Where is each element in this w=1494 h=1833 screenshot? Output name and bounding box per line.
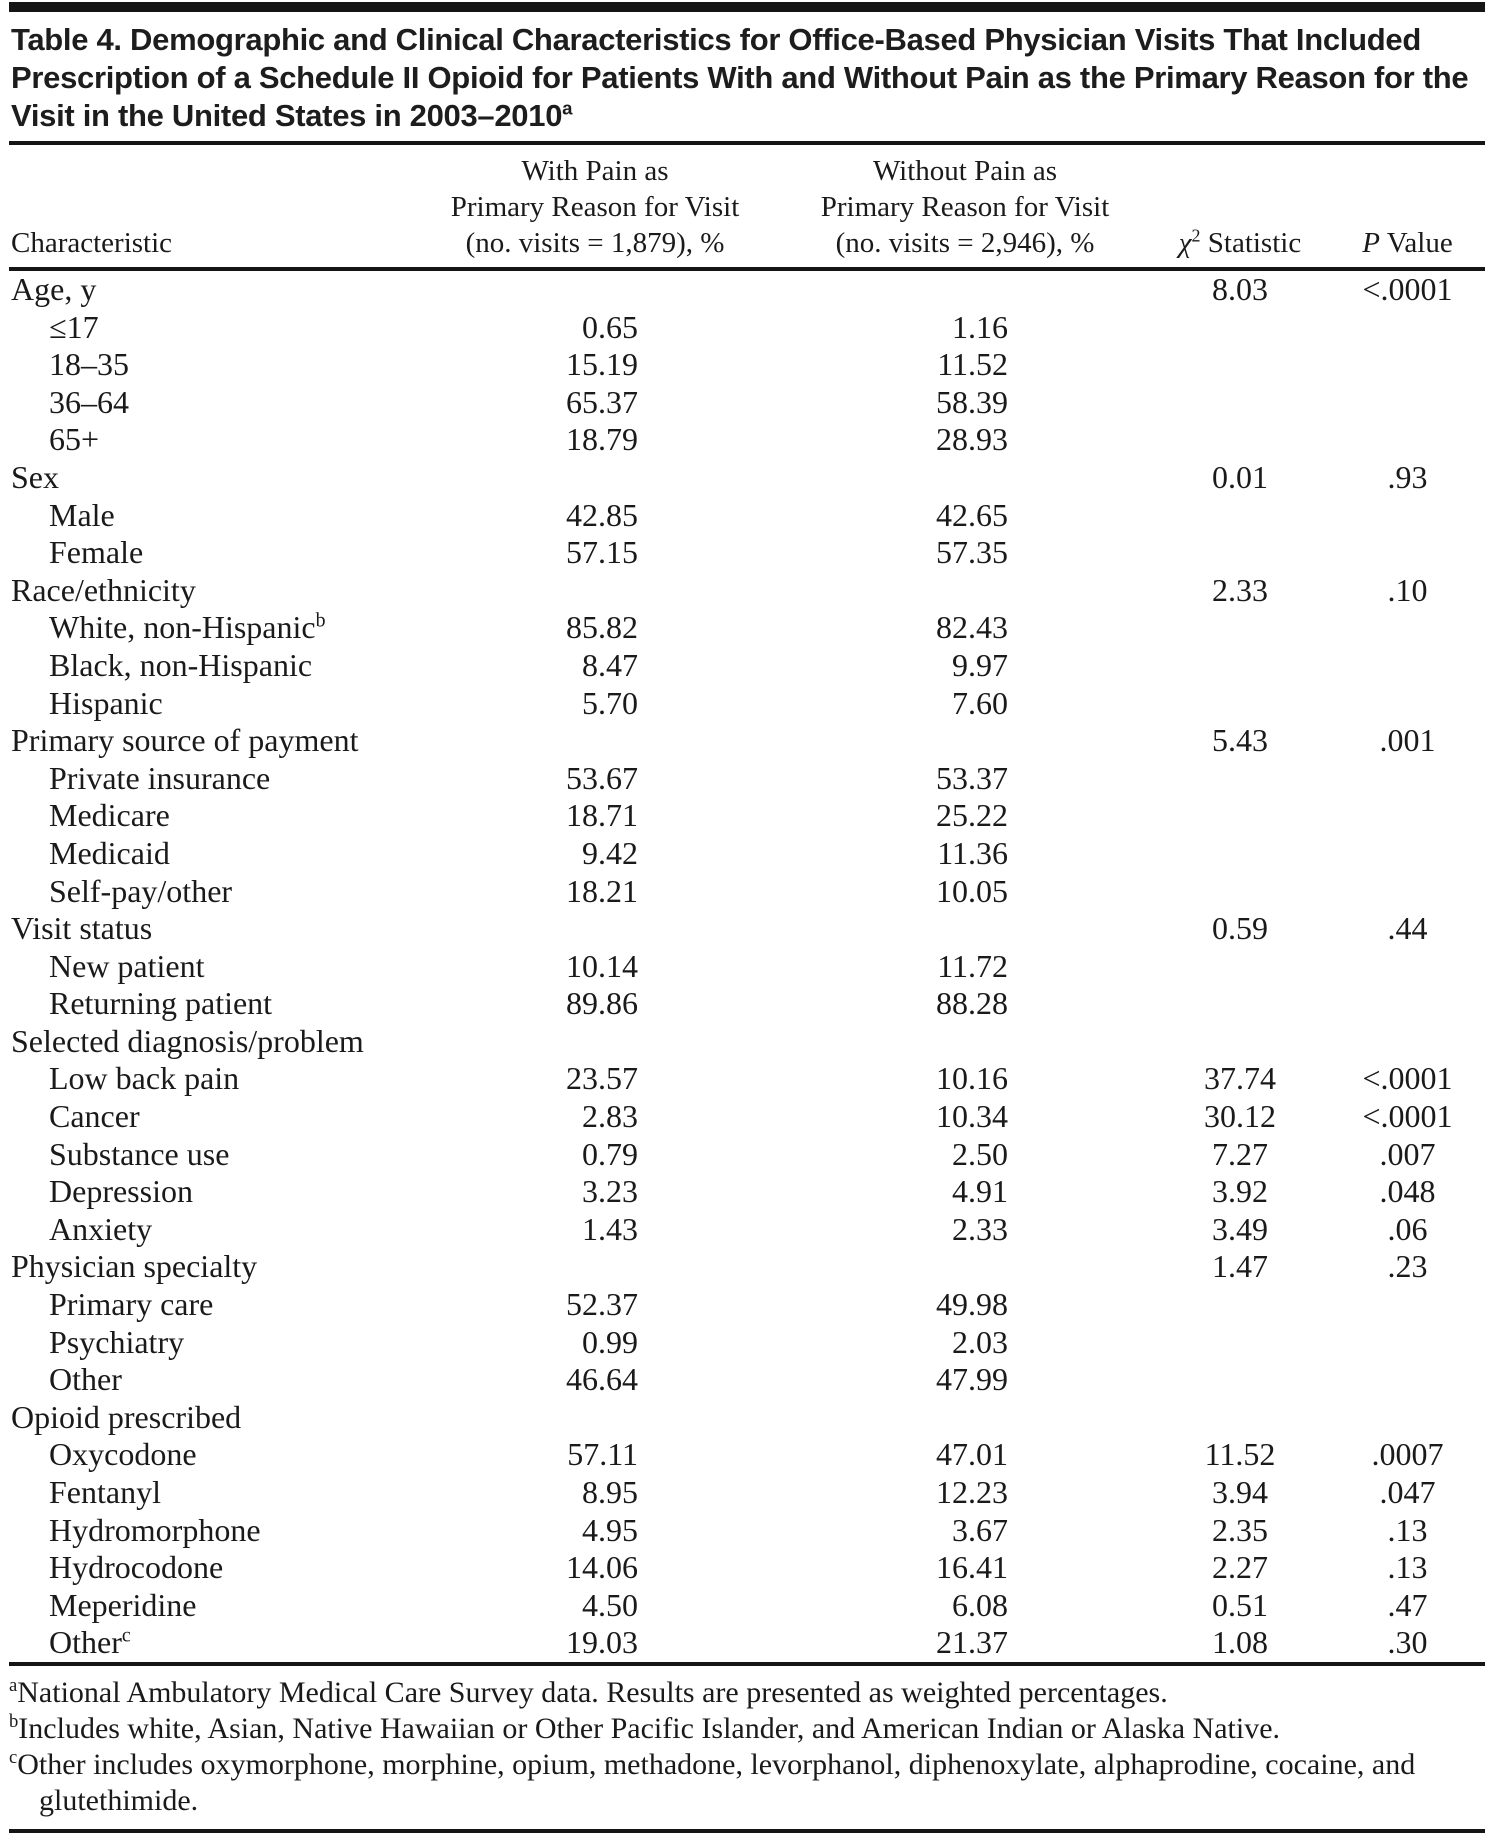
header-row bbox=[9, 145, 1485, 269]
without-pain-value: 10.05 bbox=[936, 872, 1008, 909]
with-pain-value: 3.23 bbox=[582, 1173, 638, 1210]
chi-square-value bbox=[1150, 534, 1330, 572]
footnote bbox=[9, 1675, 1485, 1711]
footnote-text: Includes white, Asian, Native Hawaiian or Other Pacific Islander, and American Indian or Alaska Native. bbox=[18, 1711, 1281, 1745]
p-value bbox=[1330, 985, 1485, 1023]
chi-square-value bbox=[1150, 384, 1330, 422]
characteristic-label: 36–64 bbox=[49, 383, 129, 420]
characteristic-label: Medicaid bbox=[49, 834, 170, 871]
table-row bbox=[9, 760, 1485, 798]
table-row bbox=[9, 1173, 1485, 1211]
characteristic-label: Self-pay/other bbox=[49, 872, 233, 909]
characteristic-label: Hydromorphone bbox=[49, 1511, 261, 1548]
table-row bbox=[9, 1248, 1485, 1286]
with-pain-value: 9.42 bbox=[582, 834, 638, 871]
with-pain-value bbox=[410, 572, 780, 610]
column-header-chi-square bbox=[1150, 145, 1330, 269]
characteristic-cell bbox=[9, 760, 410, 798]
chi-square-value bbox=[1150, 1324, 1330, 1362]
characteristic-cell bbox=[9, 1399, 410, 1437]
with-pain-value: 42.85 bbox=[566, 496, 638, 533]
characteristic-cell bbox=[9, 1436, 410, 1474]
characteristic-cell bbox=[9, 1324, 410, 1362]
chi-square-value: 3.49 bbox=[1212, 1210, 1268, 1247]
characteristic-cell bbox=[9, 835, 410, 873]
characteristic-label: Physician specialty bbox=[11, 1248, 258, 1285]
characteristic-label: Depression bbox=[49, 1173, 193, 1210]
p-value bbox=[1330, 873, 1485, 911]
p-value bbox=[1330, 1399, 1485, 1437]
chi-square-value: 0.01 bbox=[1212, 458, 1268, 495]
with-pain-value: 65.37 bbox=[566, 383, 638, 420]
characteristic-cell bbox=[9, 1173, 410, 1211]
characteristic-label: Other bbox=[49, 1361, 122, 1398]
characteristic-cell bbox=[9, 572, 410, 610]
footnote-text: Other includes oxymorphone, morphine, opium, methadone, levorphanol, diphenoxylate, alphaprodine, cocaine, and glutethimide. bbox=[17, 1747, 1416, 1817]
p-value: .0007 bbox=[1371, 1436, 1444, 1473]
p-value bbox=[1330, 1324, 1485, 1362]
p-value: .13 bbox=[1387, 1511, 1428, 1548]
without-pain-value: 9.97 bbox=[952, 646, 1008, 683]
characteristic-label: ≤17 bbox=[49, 308, 99, 345]
chi-square-value bbox=[1150, 797, 1330, 835]
footnote-marker: c bbox=[9, 1746, 18, 1768]
table-row bbox=[9, 459, 1485, 497]
with-pain-header-line1: With Pain as bbox=[521, 155, 669, 187]
characteristic-cell bbox=[9, 421, 410, 459]
characteristic-label: Other$^c$ bbox=[49, 1624, 131, 1661]
with-pain-value: 10.14 bbox=[566, 947, 638, 984]
chi-square-value bbox=[1150, 421, 1330, 459]
characteristic-label: Selected diagnosis/problem bbox=[11, 1022, 364, 1059]
characteristic-cell bbox=[9, 685, 410, 723]
p-value bbox=[1330, 609, 1485, 647]
p-value: .047 bbox=[1379, 1474, 1436, 1510]
without-pain-value bbox=[780, 572, 1150, 610]
characteristic-label: Fentanyl bbox=[49, 1474, 161, 1510]
p-value: .13 bbox=[1387, 1549, 1428, 1586]
column-header-without-pain bbox=[780, 145, 1150, 269]
with-pain-value: 5.70 bbox=[582, 684, 638, 721]
without-pain-value: 2.33 bbox=[952, 1210, 1008, 1247]
chi-square-value: 3.94 bbox=[1212, 1474, 1268, 1510]
characteristic-cell bbox=[9, 873, 410, 911]
characteristic-label: Male bbox=[49, 496, 115, 533]
p-value: .10 bbox=[1387, 571, 1428, 608]
table-row bbox=[9, 497, 1485, 535]
table-row bbox=[9, 421, 1485, 459]
chi-square-value: 0.59 bbox=[1212, 910, 1268, 947]
without-pain-value bbox=[780, 269, 1150, 309]
without-pain-value: 57.35 bbox=[936, 534, 1008, 571]
characteristic-cell bbox=[9, 910, 410, 948]
chi-symbol: χ bbox=[1178, 227, 1192, 259]
chi-square-value bbox=[1150, 873, 1330, 911]
with-pain-value: 4.95 bbox=[582, 1511, 638, 1548]
chi-square-value bbox=[1150, 346, 1330, 384]
p-value bbox=[1330, 1361, 1485, 1399]
p-value: .048 bbox=[1379, 1173, 1436, 1210]
without-pain-header-line2: Primary Reason for Visit bbox=[820, 191, 1110, 223]
characteristic-label: Psychiatry bbox=[49, 1323, 185, 1360]
table-row bbox=[9, 534, 1485, 572]
chi-square-value bbox=[1150, 985, 1330, 1023]
characteristic-label: 18–35 bbox=[49, 346, 129, 383]
characteristic-label: 65+ bbox=[49, 421, 100, 458]
without-pain-value bbox=[780, 722, 1150, 760]
characteristic-cell bbox=[9, 384, 410, 422]
without-pain-value bbox=[780, 459, 1150, 497]
characteristic-label: Age, y bbox=[11, 271, 97, 307]
without-pain-value: 42.65 bbox=[936, 496, 1008, 533]
characteristic-cell bbox=[9, 1023, 410, 1061]
characteristic-cell bbox=[9, 985, 410, 1023]
p-value: .44 bbox=[1387, 910, 1428, 947]
characteristic-cell bbox=[9, 1474, 410, 1512]
chi-square-value: 0.51 bbox=[1212, 1586, 1268, 1623]
characteristic-cell bbox=[9, 1060, 410, 1098]
table-row bbox=[9, 1399, 1485, 1437]
table-row bbox=[9, 1060, 1485, 1098]
with-pain-value bbox=[410, 459, 780, 497]
chi-square-value: 11.52 bbox=[1204, 1436, 1276, 1473]
table-row bbox=[9, 948, 1485, 986]
without-pain-value: 88.28 bbox=[936, 985, 1008, 1022]
table-row bbox=[9, 1474, 1485, 1512]
characteristic-label: Race/ethnicity bbox=[11, 571, 196, 608]
table-row bbox=[9, 1098, 1485, 1136]
footnotes bbox=[9, 1666, 1485, 1819]
without-pain-header-line3: (no. visits = 2,946), % bbox=[835, 227, 1095, 259]
p-value bbox=[1330, 1286, 1485, 1324]
p-value bbox=[1330, 797, 1485, 835]
chi-square-value: 30.12 bbox=[1204, 1098, 1276, 1135]
chi-square-value: 1.08 bbox=[1212, 1624, 1268, 1661]
p-value: <.0001 bbox=[1362, 271, 1453, 307]
p-value bbox=[1330, 497, 1485, 535]
without-pain-value: 4.91 bbox=[952, 1173, 1008, 1210]
without-pain-value: 16.41 bbox=[936, 1549, 1008, 1586]
without-pain-value: 53.37 bbox=[936, 759, 1008, 796]
p-value-word: Value bbox=[1379, 227, 1453, 259]
with-pain-value: 18.79 bbox=[566, 421, 638, 458]
footnote-marker: b bbox=[9, 1710, 19, 1732]
p-value: .007 bbox=[1379, 1135, 1436, 1172]
table-row bbox=[9, 722, 1485, 760]
chi-square-value bbox=[1150, 948, 1330, 986]
without-pain-value bbox=[780, 1248, 1150, 1286]
with-pain-header-line2: Primary Reason for Visit bbox=[450, 191, 740, 223]
characteristic-cell bbox=[9, 948, 410, 986]
table-row bbox=[9, 835, 1485, 873]
column-header-characteristic: Characteristic bbox=[9, 145, 410, 269]
with-pain-value: 4.50 bbox=[582, 1586, 638, 1623]
table-title-footnote-marker: a bbox=[562, 97, 573, 119]
p-value: .23 bbox=[1387, 1248, 1428, 1285]
chi-square-value bbox=[1150, 1399, 1330, 1437]
table-row bbox=[9, 1436, 1485, 1474]
chi-square-value: 2.27 bbox=[1212, 1549, 1268, 1586]
with-pain-header-line3: (no. visits = 1,879), % bbox=[465, 227, 725, 259]
with-pain-value bbox=[410, 1248, 780, 1286]
without-pain-value: 7.60 bbox=[952, 684, 1008, 721]
characteristic-cell bbox=[9, 797, 410, 835]
with-pain-value: 18.71 bbox=[566, 797, 638, 834]
characteristic-label: Hispanic bbox=[49, 684, 163, 721]
characteristic-cell bbox=[9, 346, 410, 384]
table-title-text: Table 4. Demographic and Clinical Characteristics for Office-Based Physician Visits That Included Prescription of a Schedule II Opioid for Patients With and Without Pain as the Primary Reason for the Visit in the United States in 2003–2010 bbox=[11, 22, 1469, 133]
bottom-rule bbox=[9, 1829, 1485, 1833]
characteristic-label: Medicare bbox=[49, 797, 170, 834]
characteristic-label: Returning patient bbox=[49, 985, 273, 1022]
chi-square-value: 5.43 bbox=[1212, 722, 1268, 759]
table-row bbox=[9, 1324, 1485, 1362]
characteristic-label: Low back pain bbox=[49, 1060, 240, 1097]
chi-square-value bbox=[1150, 309, 1330, 347]
characteristic-label: Oxycodone bbox=[49, 1436, 197, 1473]
chi-square-value bbox=[1150, 1023, 1330, 1061]
characteristic-cell bbox=[9, 1587, 410, 1625]
without-pain-header-line1: Without Pain as bbox=[872, 155, 1058, 187]
p-value bbox=[1330, 346, 1485, 384]
table-row bbox=[9, 572, 1485, 610]
top-rule bbox=[9, 2, 1485, 12]
characteristic-label: Opioid prescribed bbox=[11, 1398, 242, 1435]
characteristics-table bbox=[9, 145, 1485, 1662]
with-pain-value: 0.65 bbox=[582, 308, 638, 345]
with-pain-value bbox=[410, 1023, 780, 1061]
p-value bbox=[1330, 685, 1485, 723]
table-row bbox=[9, 309, 1485, 347]
table-row bbox=[9, 873, 1485, 911]
p-value bbox=[1330, 534, 1485, 572]
with-pain-value: 46.64 bbox=[566, 1361, 638, 1398]
without-pain-value: 3.67 bbox=[952, 1511, 1008, 1548]
characteristic-label: Private insurance bbox=[49, 759, 271, 796]
characteristic-label: Female bbox=[49, 534, 144, 571]
p-value bbox=[1330, 835, 1485, 873]
table-row bbox=[9, 1361, 1485, 1399]
chi-exponent: 2 bbox=[1191, 225, 1201, 246]
with-pain-value: 53.67 bbox=[566, 759, 638, 796]
with-pain-value: 19.03 bbox=[566, 1624, 638, 1661]
characteristic-cell bbox=[9, 459, 410, 497]
table-row bbox=[9, 1286, 1485, 1324]
characteristic-cell bbox=[9, 722, 410, 760]
p-value bbox=[1330, 309, 1485, 347]
with-pain-value: 8.47 bbox=[582, 646, 638, 683]
without-pain-value: 11.72 bbox=[937, 947, 1008, 984]
characteristic-cell bbox=[9, 1549, 410, 1587]
characteristic-cell bbox=[9, 1512, 410, 1550]
chi-square-value: 37.74 bbox=[1204, 1060, 1276, 1097]
characteristic-cell bbox=[9, 1248, 410, 1286]
with-pain-value: 57.11 bbox=[567, 1436, 638, 1473]
without-pain-value: 11.52 bbox=[937, 346, 1008, 383]
chi-square-value bbox=[1150, 835, 1330, 873]
p-value: <.0001 bbox=[1362, 1060, 1453, 1097]
characteristic-cell bbox=[9, 269, 410, 309]
p-value bbox=[1330, 384, 1485, 422]
with-pain-value bbox=[410, 910, 780, 948]
table-row bbox=[9, 1023, 1485, 1061]
table-row bbox=[9, 609, 1485, 647]
table-row bbox=[9, 1136, 1485, 1174]
p-value: .06 bbox=[1387, 1210, 1428, 1247]
table-row bbox=[9, 346, 1485, 384]
without-pain-value bbox=[780, 1399, 1150, 1437]
characteristic-label: Anxiety bbox=[49, 1210, 153, 1247]
characteristic-cell bbox=[9, 497, 410, 535]
with-pain-value: 14.06 bbox=[566, 1549, 638, 1586]
with-pain-value bbox=[410, 1399, 780, 1437]
characteristic-cell bbox=[9, 1098, 410, 1136]
characteristic-cell bbox=[9, 1286, 410, 1324]
chi-square-value bbox=[1150, 647, 1330, 685]
table-row bbox=[9, 985, 1485, 1023]
with-pain-value: 23.57 bbox=[566, 1060, 638, 1097]
p-value bbox=[1330, 760, 1485, 798]
table-row bbox=[9, 1549, 1485, 1587]
with-pain-value: 85.82 bbox=[566, 609, 638, 646]
characteristic-cell bbox=[9, 1361, 410, 1399]
with-pain-value: 57.15 bbox=[566, 534, 638, 571]
without-pain-value: 11.36 bbox=[937, 834, 1008, 871]
with-pain-value: 2.83 bbox=[582, 1098, 638, 1135]
characteristic-cell bbox=[9, 309, 410, 347]
p-value bbox=[1330, 948, 1485, 986]
with-pain-value: 1.43 bbox=[582, 1210, 638, 1247]
table-body bbox=[9, 269, 1485, 1662]
without-pain-value: 49.98 bbox=[936, 1286, 1008, 1323]
characteristic-label: Black, non-Hispanic bbox=[49, 646, 313, 683]
chi-square-value: 8.03 bbox=[1212, 271, 1268, 307]
table-row bbox=[9, 1624, 1485, 1662]
chi-square-value: 2.33 bbox=[1212, 571, 1268, 608]
chi-square-value: 2.35 bbox=[1212, 1511, 1268, 1548]
characteristic-label: Hydrocodone bbox=[49, 1549, 224, 1586]
chi-square-value: 3.92 bbox=[1212, 1173, 1268, 1210]
table-row bbox=[9, 269, 1485, 309]
table-row bbox=[9, 797, 1485, 835]
characteristic-label: White, non-Hispanic$^b$ bbox=[49, 609, 326, 646]
without-pain-value: 12.23 bbox=[936, 1474, 1008, 1510]
without-pain-value bbox=[780, 910, 1150, 948]
chi-square-value bbox=[1150, 1361, 1330, 1399]
characteristic-label: Meperidine bbox=[49, 1586, 197, 1623]
table-header bbox=[9, 145, 1485, 269]
table-row bbox=[9, 910, 1485, 948]
without-pain-value: 2.50 bbox=[952, 1135, 1008, 1172]
p-symbol: P bbox=[1362, 227, 1380, 259]
with-pain-value: 8.95 bbox=[582, 1474, 638, 1510]
with-pain-value: 0.79 bbox=[582, 1135, 638, 1172]
chi-square-value: 7.27 bbox=[1212, 1135, 1268, 1172]
p-value: .47 bbox=[1387, 1586, 1428, 1623]
table-row bbox=[9, 685, 1485, 723]
p-value: <.0001 bbox=[1362, 1098, 1453, 1135]
p-value bbox=[1330, 421, 1485, 459]
footnote-marker: a bbox=[9, 1674, 18, 1696]
with-pain-value bbox=[410, 269, 780, 309]
chi-square-value bbox=[1150, 760, 1330, 798]
table-row bbox=[9, 1587, 1485, 1625]
p-value: .30 bbox=[1387, 1624, 1428, 1661]
chi-square-value: 1.47 bbox=[1212, 1248, 1268, 1285]
with-pain-value bbox=[410, 722, 780, 760]
with-pain-value: 18.21 bbox=[566, 872, 638, 909]
without-pain-value: 1.16 bbox=[952, 308, 1008, 345]
footnote bbox=[9, 1747, 1485, 1819]
without-pain-value: 6.08 bbox=[952, 1586, 1008, 1623]
p-value bbox=[1330, 1023, 1485, 1061]
characteristic-label: Primary care bbox=[49, 1286, 214, 1323]
characteristic-cell bbox=[9, 609, 410, 647]
column-header-p-value bbox=[1330, 145, 1485, 269]
table-title bbox=[9, 12, 1485, 141]
without-pain-value: 21.37 bbox=[936, 1624, 1008, 1661]
with-pain-value: 15.19 bbox=[566, 346, 638, 383]
footnote bbox=[9, 1711, 1485, 1747]
table-row bbox=[9, 1211, 1485, 1249]
characteristic-cell bbox=[9, 1211, 410, 1249]
characteristic-cell bbox=[9, 647, 410, 685]
with-pain-value: 0.99 bbox=[582, 1323, 638, 1360]
characteristic-label: Primary source of payment bbox=[11, 722, 359, 759]
without-pain-value: 10.16 bbox=[936, 1060, 1008, 1097]
characteristic-cell bbox=[9, 1624, 410, 1662]
without-pain-value: 25.22 bbox=[936, 797, 1008, 834]
p-value bbox=[1330, 647, 1485, 685]
with-pain-value: 52.37 bbox=[566, 1286, 638, 1323]
chi-square-value bbox=[1150, 609, 1330, 647]
table-row bbox=[9, 384, 1485, 422]
footnote-text: National Ambulatory Medical Care Survey data. Results are presented as weighted percentages. bbox=[17, 1675, 1168, 1709]
characteristic-label: Substance use bbox=[49, 1135, 230, 1172]
without-pain-value: 2.03 bbox=[952, 1323, 1008, 1360]
without-pain-value: 47.99 bbox=[936, 1361, 1008, 1398]
chi-square-value bbox=[1150, 497, 1330, 535]
p-value: .93 bbox=[1387, 458, 1428, 495]
characteristic-label: New patient bbox=[49, 947, 205, 984]
chi-square-value bbox=[1150, 1286, 1330, 1324]
characteristic-cell bbox=[9, 1136, 410, 1174]
characteristic-cell bbox=[9, 534, 410, 572]
p-value: .001 bbox=[1379, 722, 1436, 759]
without-pain-value: 10.34 bbox=[936, 1098, 1008, 1135]
column-header-with-pain bbox=[410, 145, 780, 269]
table-row bbox=[9, 647, 1485, 685]
characteristic-label: Visit status bbox=[11, 910, 153, 947]
characteristic-label: Sex bbox=[11, 458, 59, 495]
without-pain-value bbox=[780, 1023, 1150, 1061]
chi-statistic-word: Statistic bbox=[1200, 227, 1302, 259]
without-pain-value: 47.01 bbox=[936, 1436, 1008, 1473]
characteristic-label: Cancer bbox=[49, 1098, 140, 1135]
without-pain-value: 28.93 bbox=[936, 421, 1008, 458]
chi-square-value bbox=[1150, 685, 1330, 723]
with-pain-value: 89.86 bbox=[566, 985, 638, 1022]
without-pain-value: 58.39 bbox=[936, 383, 1008, 420]
table-row bbox=[9, 1512, 1485, 1550]
without-pain-value: 82.43 bbox=[936, 609, 1008, 646]
